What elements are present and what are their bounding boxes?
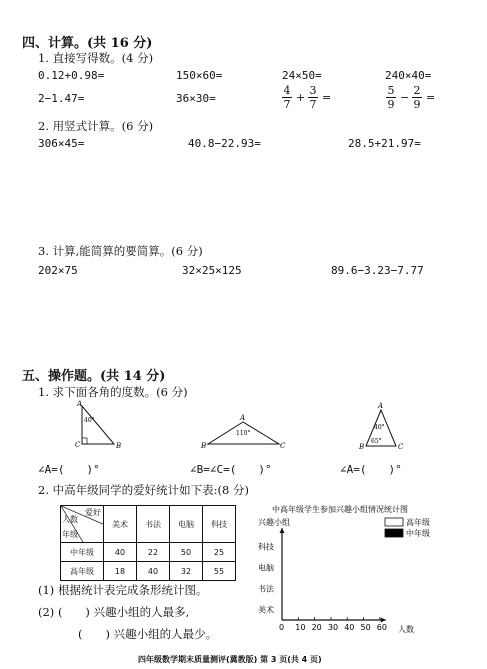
q5-2-sub-3: ( ) 兴趣小组的人最少。 [78, 627, 218, 641]
x-tick-label: 40 [344, 623, 355, 632]
x-axis-arrow [381, 618, 386, 623]
tri3-B: B [359, 443, 365, 451]
table-row: 中年级 40 22 50 25 [61, 543, 236, 562]
legend-label: 高年级 [406, 518, 430, 527]
q5-1-title: 1. 求下面各角的度数。(6 分) [38, 385, 188, 399]
q4-1-item-4: 240×40= [385, 69, 432, 82]
table-header: 电脑 [170, 506, 203, 543]
chart-legend [385, 517, 430, 538]
tri1-C: C [75, 441, 81, 449]
tri2-B: B [201, 442, 207, 450]
section-4-title: 四、计算。(共 16 分) [22, 36, 153, 51]
tri3-C: C [398, 443, 404, 451]
q4-2-title: 2. 用竖式计算。(6 分) [38, 119, 154, 133]
chart-title: 中高年级学生参加兴趣小组情况统计图 [272, 505, 408, 514]
fraction-3-7: $\frac{3}{7}$ [309, 84, 317, 111]
table-header: 书法 [137, 506, 170, 543]
x-tick-label: 0 [279, 623, 285, 632]
fraction-5-9: $\frac{5}{9}$ [387, 84, 395, 111]
tri1-B: B [116, 442, 122, 450]
legend-swatch [385, 518, 403, 526]
q4-3-title: 3. 计算,能简算的要简算。(6 分) [38, 244, 203, 258]
page-footer: 四年级数学期末质量测评(冀教版) 第 3 页(共 4 页) [138, 655, 322, 664]
tri1-angle: 40° [84, 417, 95, 424]
x-tick-label: 60 [376, 623, 387, 632]
table-header: 科技 [203, 506, 236, 543]
y-axis-arrow [280, 528, 285, 533]
q5-1-answer-3: ∠A=( )° [340, 463, 402, 476]
q5-1-answer-1: ∠A=( )° [38, 463, 100, 476]
q4-1-item-5: 2−1.47= [38, 92, 85, 105]
legend-label: 中年级 [406, 529, 430, 538]
tri2-A: A [240, 414, 246, 422]
tri2-angle: 110° [236, 430, 251, 437]
q4-1-item-6: 36×30= [176, 92, 216, 105]
x-tick-label: 20 [311, 623, 322, 632]
triangle-figures [60, 398, 480, 458]
q5-2-sub-2: (2) ( ) 兴趣小组的人最多, [38, 605, 190, 619]
fraction-4-7: $\frac{4}{7}$ [283, 84, 291, 111]
chart-ylabel: 兴趣小组 [258, 518, 290, 527]
table-row: 高年级 18 40 32 55 [61, 562, 236, 581]
tri3-angle-1: 40° [374, 424, 385, 431]
x-tick-label: 10 [295, 623, 306, 632]
hobby-bar-chart [250, 498, 480, 643]
q4-3-item-1: 202×75 [38, 264, 78, 277]
q4-2-item-3: 28.5+21.97= [348, 137, 421, 150]
q4-1-item-1: 0.12+0.98= [38, 69, 105, 82]
fraction-2-9: $\frac{2}{9}$ [413, 84, 421, 111]
y-category-label: 科技 [258, 542, 274, 552]
hobby-table [60, 505, 236, 581]
section-5-title: 五、操作题。(共 14 分) [22, 369, 166, 384]
q5-2-title: 2. 中高年级同学的爱好统计如下表:(8 分) [38, 483, 249, 497]
q4-1-title: 1. 直接写得数。(4 分) [38, 51, 154, 65]
chart-xlabel: 人数 [398, 625, 414, 634]
table-corner-cell: 爱好 人数 年级 [61, 506, 104, 543]
q4-2-item-1: 306×45= [38, 137, 85, 150]
q4-2-item-2: 40.8−22.93= [188, 137, 261, 150]
legend-swatch [385, 529, 403, 537]
q4-3-item-2: 32×25×125 [182, 264, 242, 277]
tri1-A: A [77, 400, 83, 408]
y-category-label: 书法 [258, 584, 274, 594]
y-category-label: 电脑 [258, 563, 274, 573]
tri3-A: A [378, 402, 384, 410]
tri2-C: C [280, 442, 286, 450]
chart-axes [258, 528, 387, 632]
x-tick-label: 30 [327, 623, 339, 632]
q5-2-sub-1: (1) 根据统计表完成条形统计图。 [38, 583, 208, 597]
q5-1-answer-2: ∠B=∠C=( )° [190, 463, 272, 476]
q4-3-item-3: 89.6−3.23−7.77 [331, 264, 424, 277]
y-category-label: 美术 [258, 605, 274, 615]
x-tick-label: 50 [360, 623, 371, 632]
q4-1-item-2: 150×60= [176, 69, 223, 82]
table-header: 美术 [104, 506, 137, 543]
q4-1-item-3: 24×50= [282, 69, 322, 82]
tri3-angle-2: 65° [371, 438, 382, 445]
